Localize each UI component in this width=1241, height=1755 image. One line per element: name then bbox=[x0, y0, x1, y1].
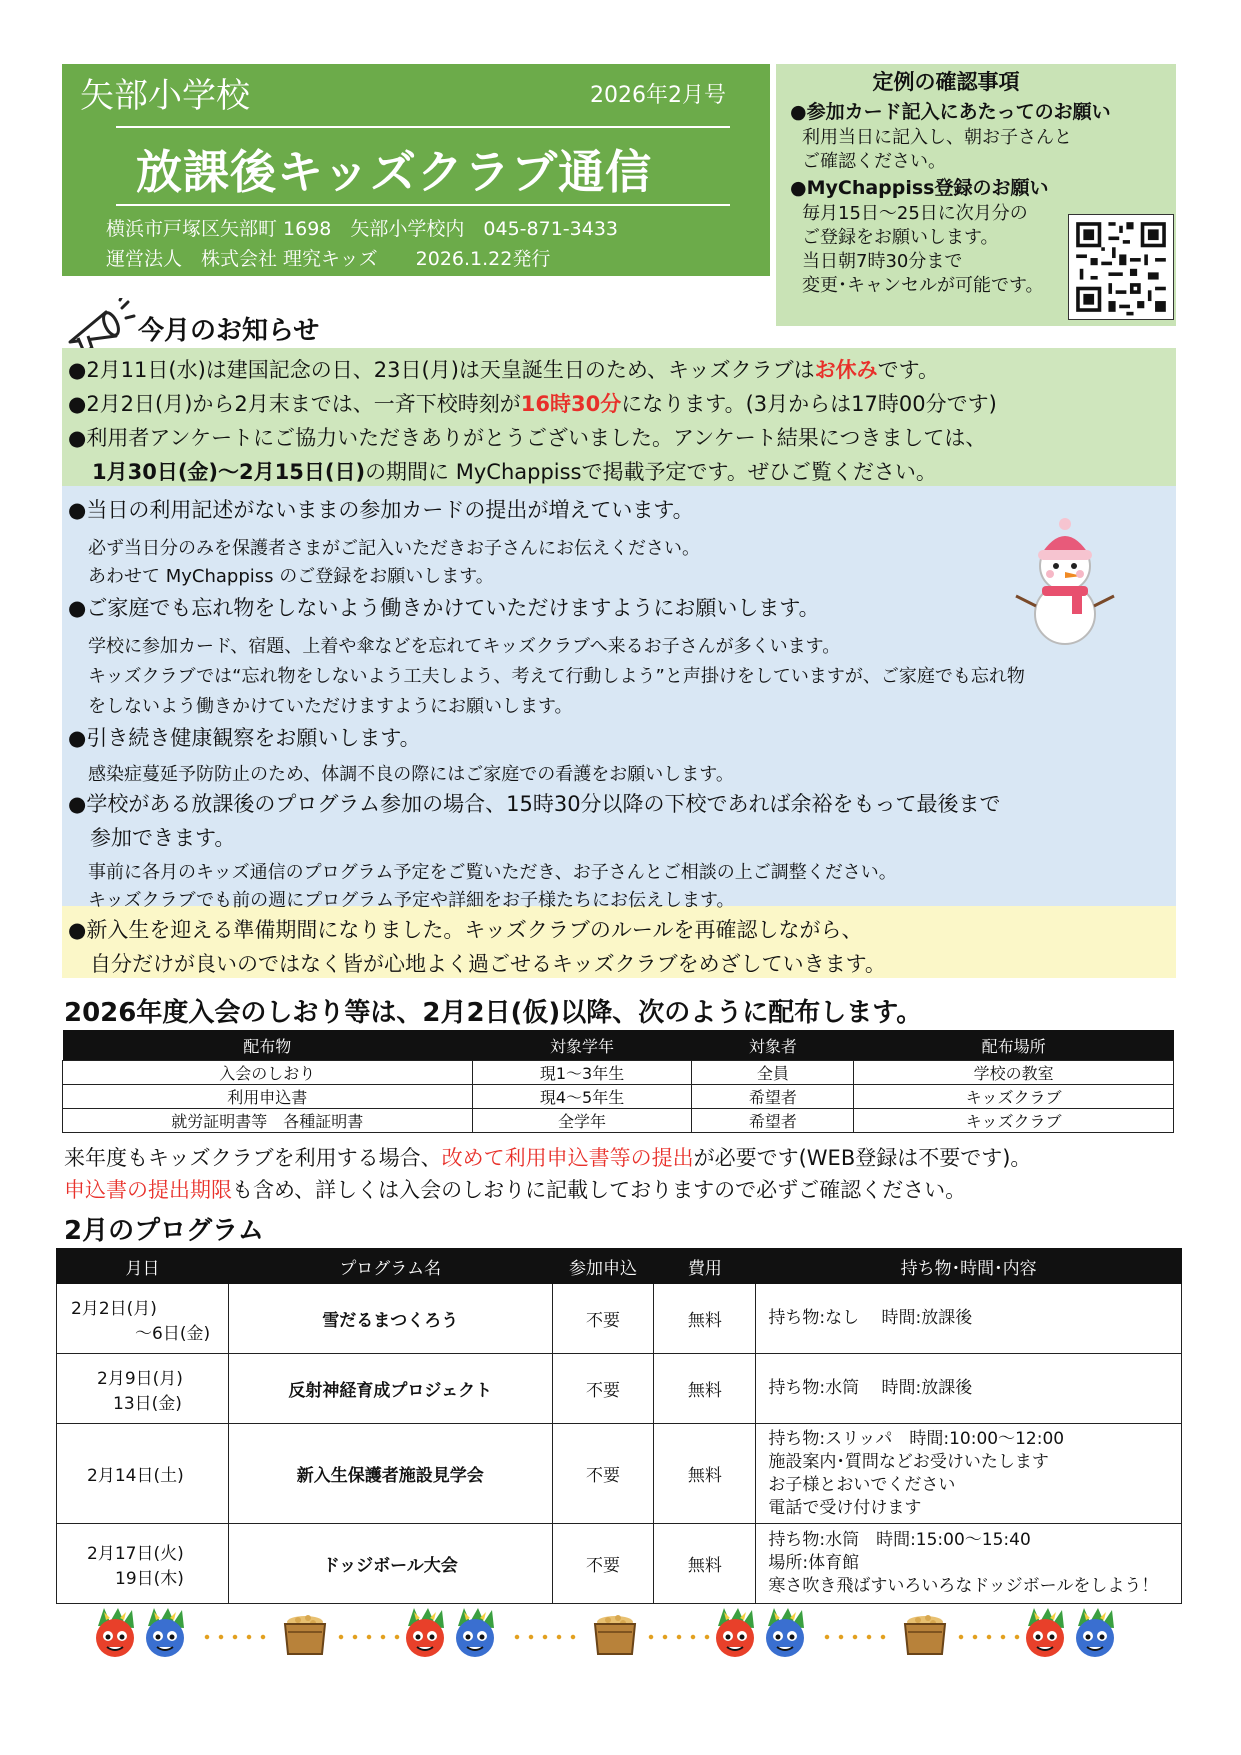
program-name: 反射神経育成プロジェクト bbox=[228, 1354, 552, 1424]
table-row bbox=[63, 1061, 1174, 1085]
table-header-row bbox=[57, 1249, 1182, 1284]
program-title: 2月のプログラム bbox=[64, 1216, 264, 1246]
table-header-row bbox=[63, 1030, 1174, 1061]
date-cell: 2月17日(火) 19日(木) bbox=[57, 1524, 229, 1604]
school-name: 矢部小学校 bbox=[80, 76, 250, 116]
table-row bbox=[63, 1109, 1174, 1133]
notice-detail: あわせて MyChappiss のご登録をお願いします。 bbox=[88, 566, 494, 587]
notice-item: ●新入生を迎える準備期間になりました。キッズクラブのルールを再確認しながら、 bbox=[68, 918, 863, 942]
column-header: 持ち物･時間･内容 bbox=[756, 1249, 1182, 1284]
bean-box-icon bbox=[280, 1612, 330, 1660]
apply-cell: 不要 bbox=[552, 1354, 654, 1424]
program-table bbox=[56, 1248, 1182, 1604]
date-cell: 2月9日(月) 13日(金) bbox=[57, 1354, 229, 1424]
program-name: ドッジボール大会 bbox=[228, 1524, 552, 1604]
red-oni-icon bbox=[1020, 1606, 1070, 1664]
program-name: 雪だるまつくろう bbox=[228, 1284, 552, 1354]
notice-detail: をしないよう働きかけていただけますようにお願いします。 bbox=[88, 696, 573, 717]
table-cell: 現4～5年生 bbox=[472, 1085, 692, 1109]
table-row bbox=[57, 1524, 1182, 1604]
notice-item: 参加できます。 bbox=[90, 826, 236, 850]
operator-info: 運営法人 株式会社 理究キッズ 2026.1.22発行 bbox=[106, 248, 551, 270]
blue-oni-icon bbox=[140, 1606, 190, 1664]
routine-title: 定例の確認事項 bbox=[872, 70, 1020, 94]
fee-cell: 無料 bbox=[654, 1354, 756, 1424]
registration-text: 毎月15日～25日に次月分の bbox=[802, 203, 1028, 224]
issue-date: 2026年2月号 bbox=[590, 83, 726, 108]
distribution-table bbox=[62, 1030, 1174, 1133]
registration-text: ご登録をお願いします。 bbox=[802, 227, 999, 248]
column-header: 配布場所 bbox=[854, 1030, 1174, 1061]
notice-detail: 学校に参加カード、宿題、上着や傘などを忘れてキッズクラブへ来るお子さんが多くいます。 bbox=[88, 636, 841, 657]
table-cell: 全員 bbox=[692, 1061, 854, 1085]
card-text: ご確認ください。 bbox=[802, 151, 946, 172]
red-oni-icon bbox=[710, 1606, 760, 1664]
table-cell: キッズクラブ bbox=[854, 1109, 1174, 1133]
table-cell: 全学年 bbox=[472, 1109, 692, 1133]
blue-oni-icon bbox=[1070, 1606, 1120, 1664]
qr-code-icon[interactable] bbox=[1068, 214, 1174, 320]
blue-oni-icon bbox=[760, 1606, 810, 1664]
snowman-icon bbox=[1010, 516, 1120, 650]
card-heading: ●参加カード記入にあたってのお願い bbox=[790, 101, 1111, 123]
column-header: 対象学年 bbox=[472, 1030, 692, 1061]
apply-cell: 不要 bbox=[552, 1284, 654, 1354]
apply-cell: 不要 bbox=[552, 1424, 654, 1524]
notice-item: ●利用者アンケートにご協力いただきありがとうございました。アンケート結果につきましては、 bbox=[68, 426, 987, 450]
table-cell: 希望者 bbox=[692, 1085, 854, 1109]
notice-item: ●2月2日(月)から2月末までは、一斉下校時刻が16時30分になります。(3月からは17時00分です) bbox=[68, 392, 997, 416]
notice-item: 1月30日(金)～2月15日(日)の期間に MyChappissで掲載予定です。ぜひご覧ください。 bbox=[92, 460, 937, 484]
table-row bbox=[57, 1424, 1182, 1524]
apply-cell: 不要 bbox=[552, 1524, 654, 1604]
table-cell: 利用申込書 bbox=[63, 1085, 473, 1109]
notice-detail: キッズクラブでは“忘れ物をしないよう工夫しよう、考えて行動しよう”と声掛けをしていますが、ご家庭でも忘れ物 bbox=[88, 666, 1025, 687]
detail-cell: 持ち物:水筒 時間:15:00～15:40 場所:体育館 寒さ吹き飛ばすいろいろなドッジボールをしよう！ bbox=[756, 1524, 1182, 1604]
fee-cell: 無料 bbox=[654, 1424, 756, 1524]
dotted-line bbox=[200, 1634, 274, 1640]
notice-item: ●引き続き健康観察をお願いします。 bbox=[68, 726, 421, 750]
notice-detail: 感染症蔓延予防防止のため、体調不良の際にはご家庭での看護をお願いします。 bbox=[88, 764, 734, 785]
detail-cell: 持ち物:水筒 時間:放課後 bbox=[756, 1354, 1182, 1424]
column-header: 対象者 bbox=[692, 1030, 854, 1061]
notice-item: 自分だけが良いのではなく皆が心地よく過ごせるキッズクラブをめざしていきます。 bbox=[90, 952, 886, 976]
column-header: 参加申込 bbox=[552, 1249, 654, 1284]
column-header: 月日 bbox=[57, 1249, 229, 1284]
registration-heading: ●MyChappiss登録のお願い bbox=[790, 177, 1049, 199]
dotted-line bbox=[820, 1634, 894, 1640]
notice-detail: キッズクラブでも前の週にプログラム予定や詳細をお子様たちにお伝えします。 bbox=[88, 890, 735, 911]
divider bbox=[116, 204, 730, 206]
table-cell: 入会のしおり bbox=[63, 1061, 473, 1085]
detail-cell: 持ち物:なし 時間:放課後 bbox=[756, 1284, 1182, 1354]
detail-cell: 持ち物:スリッパ 時間:10:00～12:00 施設案内･質問などお受けいたします お子様とおいでください 電話で受け付けます bbox=[756, 1424, 1182, 1524]
bean-box-icon bbox=[900, 1612, 950, 1660]
table-cell: 希望者 bbox=[692, 1109, 854, 1133]
dotted-line bbox=[510, 1634, 584, 1640]
column-header: プログラム名 bbox=[228, 1249, 552, 1284]
notice-item: ●ご家庭でも忘れ物をしないよう働きかけていただけますようにお願いします。 bbox=[68, 596, 820, 620]
footer-decoration bbox=[90, 1600, 1170, 1670]
fee-cell: 無料 bbox=[654, 1284, 756, 1354]
red-oni-icon bbox=[400, 1606, 450, 1664]
address: 横浜市戸塚区矢部町 1698 矢部小学校内 045-871-3433 bbox=[106, 218, 618, 240]
newsletter-header bbox=[62, 64, 770, 276]
column-header: 費用 bbox=[654, 1249, 756, 1284]
date-cell: 2月14日(土) bbox=[57, 1424, 229, 1524]
notice-item: ●学校がある放課後のプログラム参加の場合、15時30分以降の下校であれば余裕をもって最後まで bbox=[68, 792, 1001, 816]
distribution-title: 2026年度入会のしおり等は、2月2日(仮)以降、次のように配布します。 bbox=[64, 998, 923, 1028]
red-oni-icon bbox=[90, 1606, 140, 1664]
card-text: 利用当日に記入し、朝お子さんと bbox=[802, 127, 1072, 148]
notice-item: ●当日の利用記述がないままの参加カードの提出が増えています。 bbox=[68, 498, 694, 522]
notice-title: 今月のお知らせ bbox=[138, 316, 320, 346]
notice-detail: 事前に各月のキッズ通信のプログラム予定をご覧いただき、お子さんとご相談の上ご調整ください。 bbox=[88, 862, 897, 883]
blue-oni-icon bbox=[450, 1606, 500, 1664]
registration-text: 変更･キャンセルが可能です。 bbox=[802, 275, 1044, 296]
table-row bbox=[57, 1354, 1182, 1424]
table-cell: 学校の教室 bbox=[854, 1061, 1174, 1085]
column-header: 配布物 bbox=[63, 1030, 473, 1061]
table-cell: 就労証明書等 各種証明書 bbox=[63, 1109, 473, 1133]
registration-text: 当日朝7時30分まで bbox=[802, 251, 963, 272]
fee-cell: 無料 bbox=[654, 1524, 756, 1604]
table-cell: 現1～3年生 bbox=[472, 1061, 692, 1085]
date-cell: 2月2日(月) ～6日(金) bbox=[57, 1284, 229, 1354]
newsletter-title: 放課後キッズクラブ通信 bbox=[136, 145, 653, 199]
notice-detail: 必ず当日分のみを保護者さまがご記入いただきお子さんにお伝えください。 bbox=[88, 538, 700, 559]
notice-item: ●2月11日(水)は建国記念の日、23日(月)は天皇誕生日のため、キッズクラブはお休みです。 bbox=[68, 358, 939, 382]
distribution-note: 来年度もキッズクラブを利用する場合、改めて利用申込書等の提出が必要です(WEB登録は不要です)。 bbox=[64, 1146, 1032, 1170]
table-cell: キッズクラブ bbox=[854, 1085, 1174, 1109]
table-row bbox=[63, 1085, 1174, 1109]
distribution-note: 申込書の提出期限も含め、詳しくは入会のしおりに記載しておりますので必ずご確認ください。 bbox=[64, 1178, 967, 1202]
divider bbox=[116, 126, 730, 128]
table-row bbox=[57, 1284, 1182, 1354]
program-name: 新入生保護者施設見学会 bbox=[228, 1424, 552, 1524]
bean-box-icon bbox=[590, 1612, 640, 1660]
